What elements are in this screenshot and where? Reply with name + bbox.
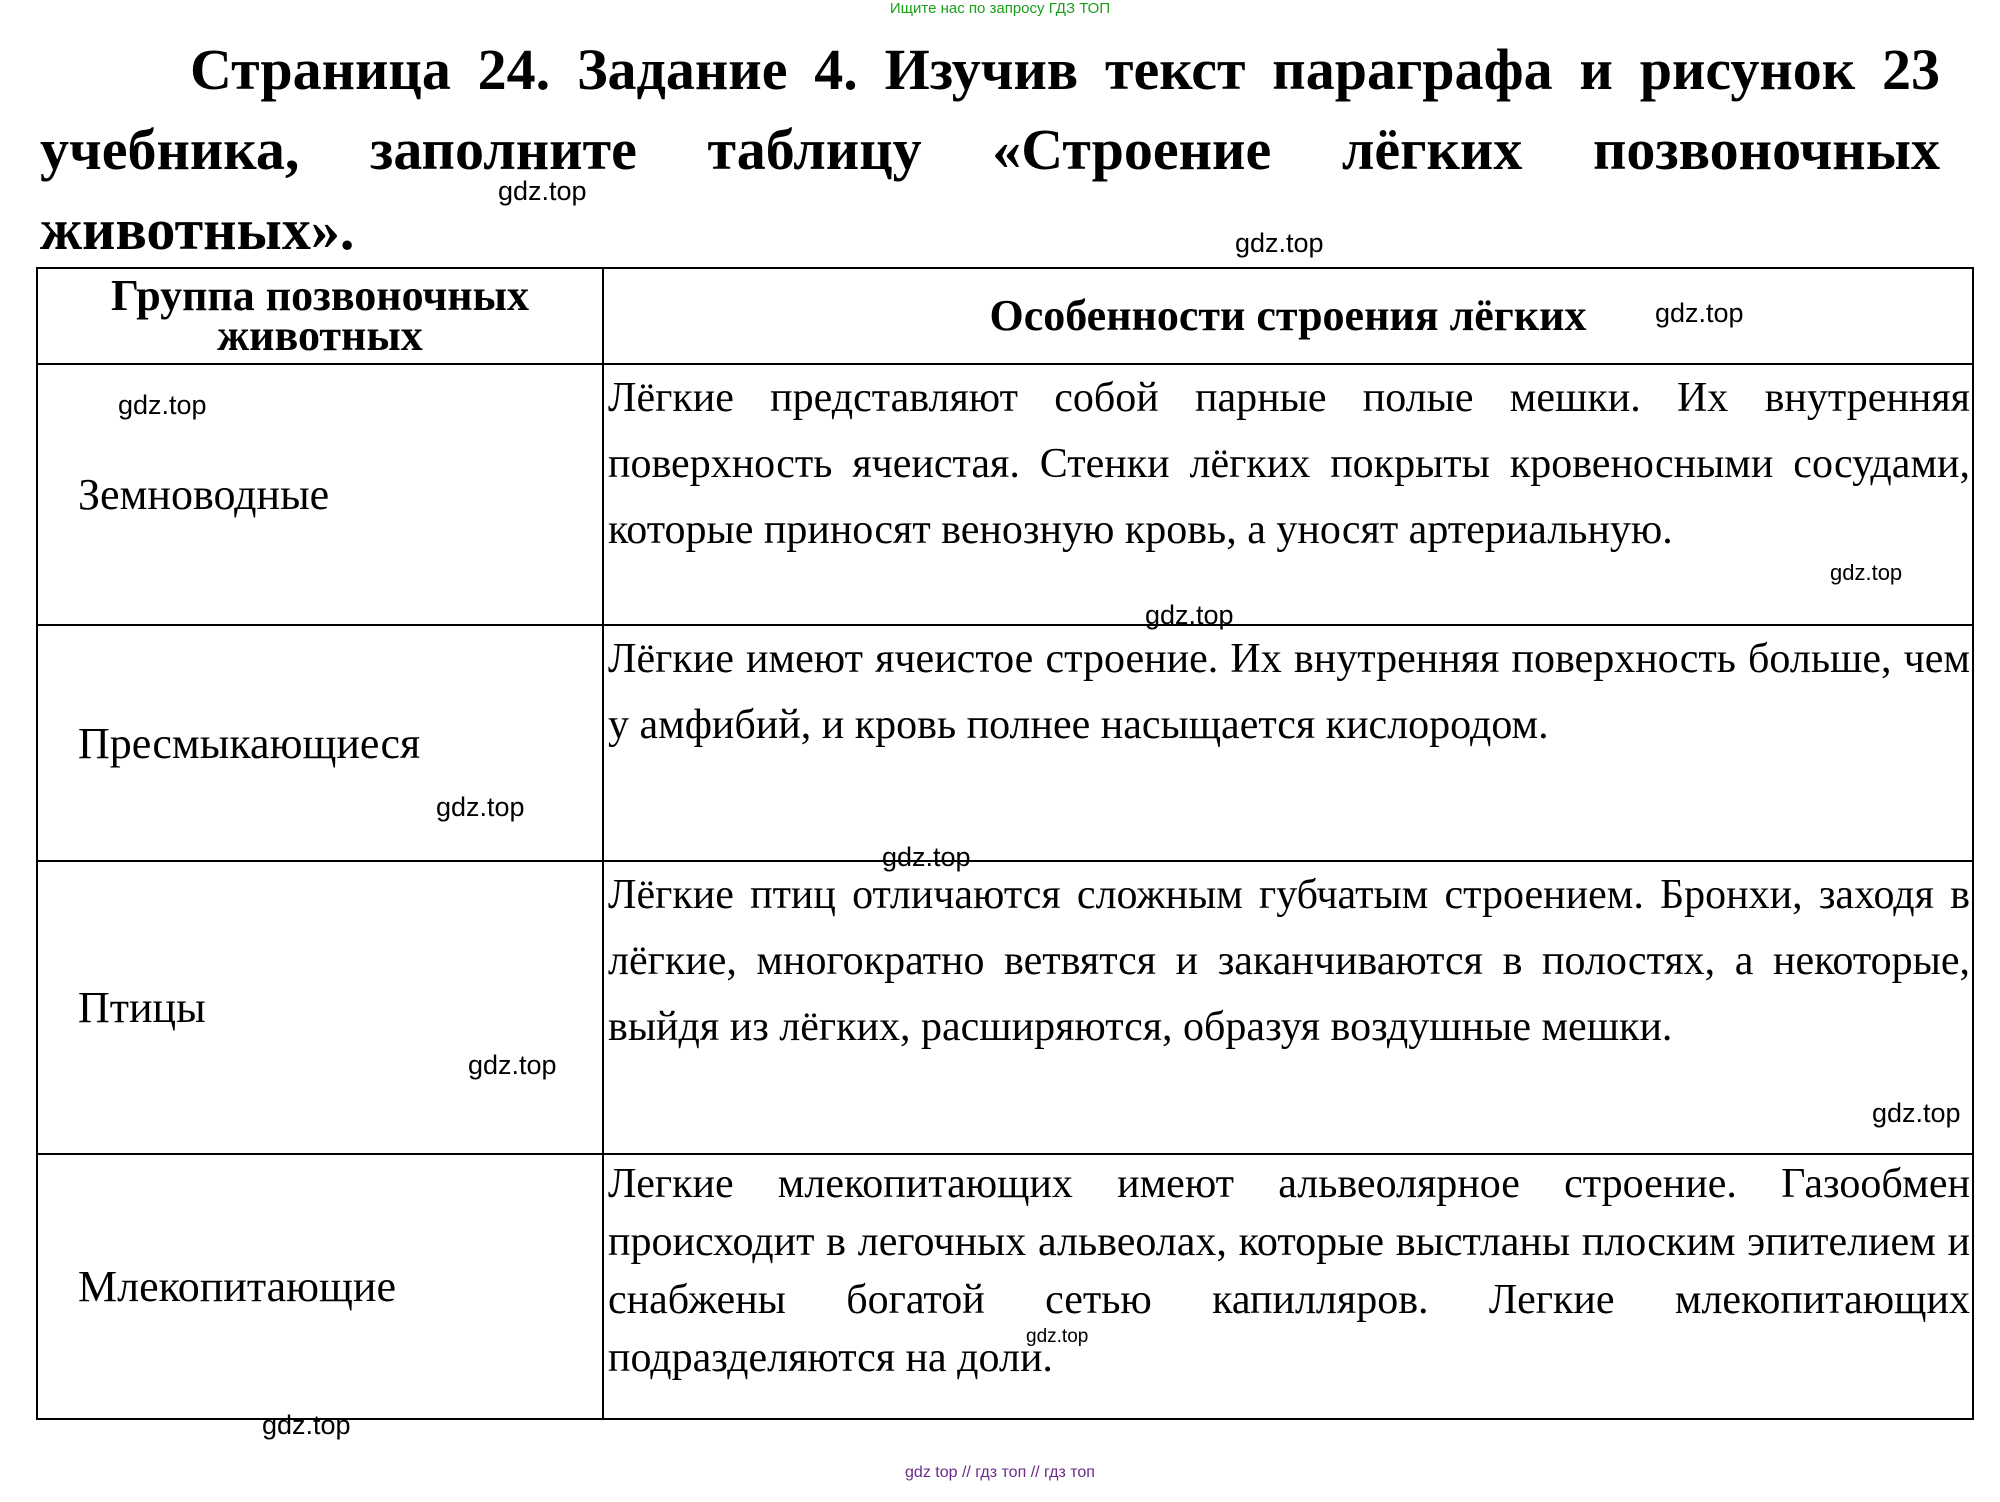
watermark: gdz.top [882,842,971,872]
lungs-table [36,267,1974,1420]
table-row [37,1154,1973,1419]
watermark: gdz.top [1655,298,1744,328]
table-row [37,625,1973,861]
description-cell: Лёгкие представляют собой парные полые мешки. Их внутренняя поверхность ячеистая. Стенки лёгких покрыты кровеносными сосудами, которые приносят венозную кровь, а уносят артериальную. [603,364,1973,625]
watermark: gdz.top [1026,1326,1089,1347]
group-cell: Земноводные [37,364,603,625]
group-cell: Млекопитающие [37,1154,603,1419]
watermark: gdz.top [262,1410,351,1440]
group-cell: Птицы [37,861,603,1154]
header-group: Группа позвоночных животных [37,268,603,364]
description-cell: Легкие млекопитающих имеют альвеолярное строение. Газообмен происходит в легочных альвеолах, которые выстланы плоским эпителием и снабжены богатой сетью капилляров. Легкие млекопитающих подразделяются на доли. [603,1154,1973,1419]
watermark: gdz.top [1235,228,1324,258]
watermark: gdz.top [1830,560,1903,585]
description-cell: Лёгкие птиц отличаются сложным губчатым строением. Бронхи, заходя в лёгкие, многократно ветвятся и заканчиваются в полостях, а некоторые, выйдя из лёгких, расширяются, образуя воздушные мешки. [603,861,1973,1154]
table-row [37,364,1973,625]
watermark: gdz.top [436,792,525,822]
watermark: gdz.top [118,390,207,420]
top-banner: Ищите нас по запросу ГДЗ ТОП [889,0,1111,17]
footer: gdz top // гдз топ // гдз топ [905,1464,1095,1481]
table-row [37,861,1973,1154]
watermark: gdz.top [1872,1098,1961,1128]
group-cell: Пресмыкающиеся [37,625,603,861]
description-cell: Лёгкие имеют ячеистое строение. Их внутренняя поверхность больше, чем у амфибий, и кровь полнее насыщается кислородом. [603,625,1973,861]
header-features: Особенности строения лёгких [603,268,1973,364]
watermark: gdz.top [498,176,587,206]
watermark: gdz.top [1145,600,1234,630]
watermark: gdz.top [468,1050,557,1080]
task-title: Страница 24. Задание 4. Изучив текст параграфа и рисунок 23 учебника, заполните таблицу «Строение лёгких позвоночных животных». [40,37,1940,262]
